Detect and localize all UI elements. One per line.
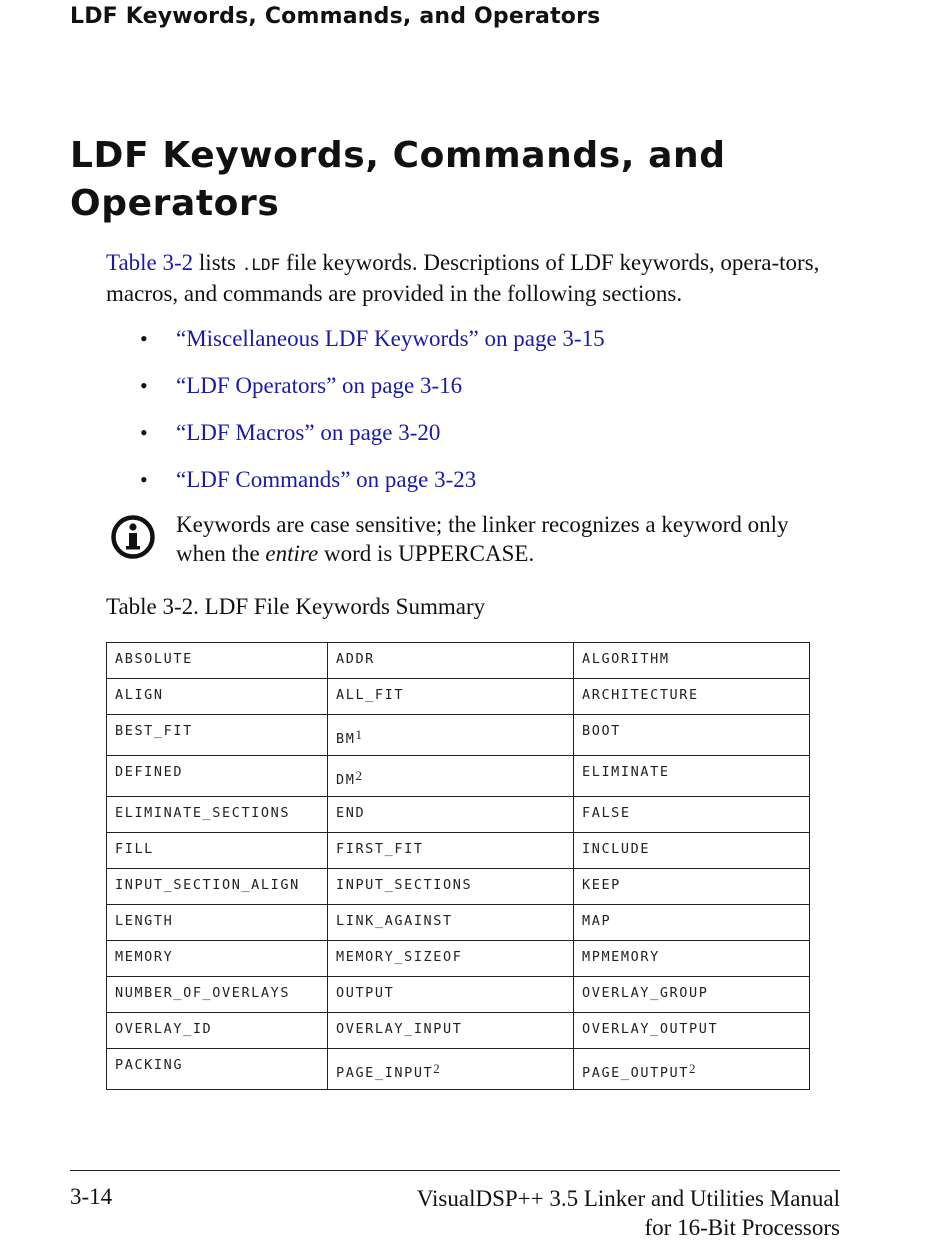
bullet-icon: • (140, 373, 148, 398)
keyword-text: MAP (582, 913, 612, 929)
note-emphasis: entire (265, 541, 319, 566)
table-cell (107, 1049, 328, 1090)
table-cell (328, 1013, 574, 1049)
table-cell (574, 679, 810, 715)
table-cell (574, 977, 810, 1013)
keyword-text: BEST_FIT (115, 723, 193, 739)
keyword-text: ARCHITECTURE (582, 687, 699, 703)
keyword-text: LINK_AGAINST (336, 913, 453, 929)
table-cell (107, 977, 328, 1013)
link-ldf-macros[interactable]: “LDF Macros” on page 3-20 (176, 420, 441, 445)
keywords-table (106, 642, 810, 1090)
keyword-text: ELIMINATE (582, 764, 670, 780)
link-ldf-commands[interactable]: “LDF Commands” on page 3-23 (176, 467, 477, 492)
manual-title (417, 1184, 840, 1242)
keyword-text: DEFINED (115, 764, 184, 780)
table-cell (107, 1013, 328, 1049)
keyword-text: PAGE_OUTPUT (582, 1065, 690, 1081)
table-row (107, 977, 810, 1013)
keyword-text: MPMEMORY (582, 949, 660, 965)
keyword-text: INPUT_SECTION_ALIGN (115, 877, 300, 893)
note-text-before: Keywords are case sensitive; the linker recognizes a keyword only when the (176, 512, 789, 566)
keyword-text: DM (336, 772, 356, 788)
keyword-text: OVERLAY_OUTPUT (582, 1021, 719, 1037)
table-row (107, 715, 810, 756)
table-row (107, 797, 810, 833)
keyword-text: FIRST_FIT (336, 841, 424, 857)
note-text (176, 510, 836, 568)
page-number: 3-14 (70, 1184, 113, 1209)
keyword-text: END (336, 805, 366, 821)
table-cell (107, 797, 328, 833)
table-cell (328, 715, 574, 756)
table-cell (107, 679, 328, 715)
table-caption: Table 3-2. LDF File Keywords Summary (106, 594, 486, 619)
table-cell (574, 643, 810, 679)
table-cell (328, 797, 574, 833)
list-item (140, 369, 605, 416)
section-link-list (140, 322, 605, 510)
keyword-text: ADDR (336, 651, 375, 667)
table-cell (328, 869, 574, 905)
keyword-text: FALSE (582, 805, 631, 821)
table-cell (574, 833, 810, 869)
table-row (107, 905, 810, 941)
table-row (107, 643, 810, 679)
bullet-icon: • (140, 467, 148, 492)
list-item (140, 463, 605, 510)
keyword-text: PAGE_INPUT (336, 1065, 434, 1081)
running-header: LDF Keywords, Commands, and Operators (70, 4, 601, 29)
table-row (107, 941, 810, 977)
intro-text-2: file keywords. Descriptions of LDF keywords, opera-tors, macros, and commands are provided in the following sections. (106, 250, 820, 306)
link-ldf-operators[interactable]: “LDF Operators” on page 3-16 (176, 373, 463, 398)
keyword-text: KEEP (582, 877, 621, 893)
keyword-text: MEMORY (115, 949, 174, 965)
table-cell (328, 977, 574, 1013)
table-cell (328, 1049, 574, 1090)
keyword-text: ALIGN (115, 687, 164, 703)
info-icon (110, 514, 156, 560)
keyword-text: OUTPUT (336, 985, 395, 1001)
table-cell (574, 1049, 810, 1090)
keyword-text: ELIMINATE_SECTIONS (115, 805, 291, 821)
table-cell (574, 869, 810, 905)
table-cell (328, 756, 574, 797)
keyword-text: BOOT (582, 723, 621, 739)
section-title: LDF Keywords, Commands, and Operators (70, 135, 726, 224)
table-cell (574, 797, 810, 833)
keyword-text: BM (336, 731, 356, 747)
table-cell (574, 941, 810, 977)
table-cell (107, 715, 328, 756)
keyword-text: OVERLAY_INPUT (336, 1021, 463, 1037)
table-row (107, 679, 810, 715)
table-cell (107, 905, 328, 941)
table-cell (328, 941, 574, 977)
table-row (107, 756, 810, 797)
footnote-marker: 2 (433, 1061, 440, 1076)
keyword-text: ALL_FIT (336, 687, 405, 703)
keyword-text: PACKING (115, 1057, 184, 1073)
table-row (107, 1013, 810, 1049)
table-cell (574, 905, 810, 941)
keyword-text: LENGTH (115, 913, 174, 929)
keyword-text: INPUT_SECTIONS (336, 877, 473, 893)
table-cell (574, 756, 810, 797)
note-text-after: word is UPPERCASE. (318, 541, 535, 566)
table-row (107, 833, 810, 869)
manual-title-line-2: for 16-Bit Processors (644, 1215, 840, 1240)
table-row (107, 1049, 810, 1090)
bullet-icon: • (140, 420, 148, 445)
intro-paragraph (106, 248, 836, 308)
table-row (107, 869, 810, 905)
keyword-text: MEMORY_SIZEOF (336, 949, 463, 965)
bullet-icon: • (140, 326, 148, 351)
keyword-text: OVERLAY_ID (115, 1021, 213, 1037)
table-cell (328, 643, 574, 679)
footnote-marker: 2 (689, 1061, 696, 1076)
keyword-text: NUMBER_OF_OVERLAYS (115, 985, 291, 1001)
table-cell (328, 833, 574, 869)
keyword-text: INCLUDE (582, 841, 651, 857)
intro-text-1: lists (193, 250, 242, 275)
table-cell (107, 833, 328, 869)
keyword-text: FILL (115, 841, 154, 857)
table-cell (107, 869, 328, 905)
table-cell (107, 756, 328, 797)
table-cell (328, 679, 574, 715)
ldf-code: .LDF (241, 255, 281, 274)
list-item (140, 416, 605, 463)
table-cell (107, 643, 328, 679)
keyword-text: ABSOLUTE (115, 651, 193, 667)
table-3-2-link[interactable]: Table 3-2 (106, 250, 194, 275)
keyword-text: OVERLAY_GROUP (582, 985, 709, 1001)
footnote-marker: 1 (355, 727, 362, 742)
table-cell (328, 905, 574, 941)
footer-rule (70, 1170, 840, 1171)
table-cell (574, 715, 810, 756)
list-item (140, 322, 605, 369)
manual-title-line-1: VisualDSP++ 3.5 Linker and Utilities Manual (416, 1186, 840, 1211)
footnote-marker: 2 (355, 768, 362, 783)
keyword-text: ALGORITHM (582, 651, 670, 667)
table-cell (107, 941, 328, 977)
table-cell (574, 1013, 810, 1049)
link-misc-keywords[interactable]: “Miscellaneous LDF Keywords” on page 3-15 (176, 326, 605, 351)
